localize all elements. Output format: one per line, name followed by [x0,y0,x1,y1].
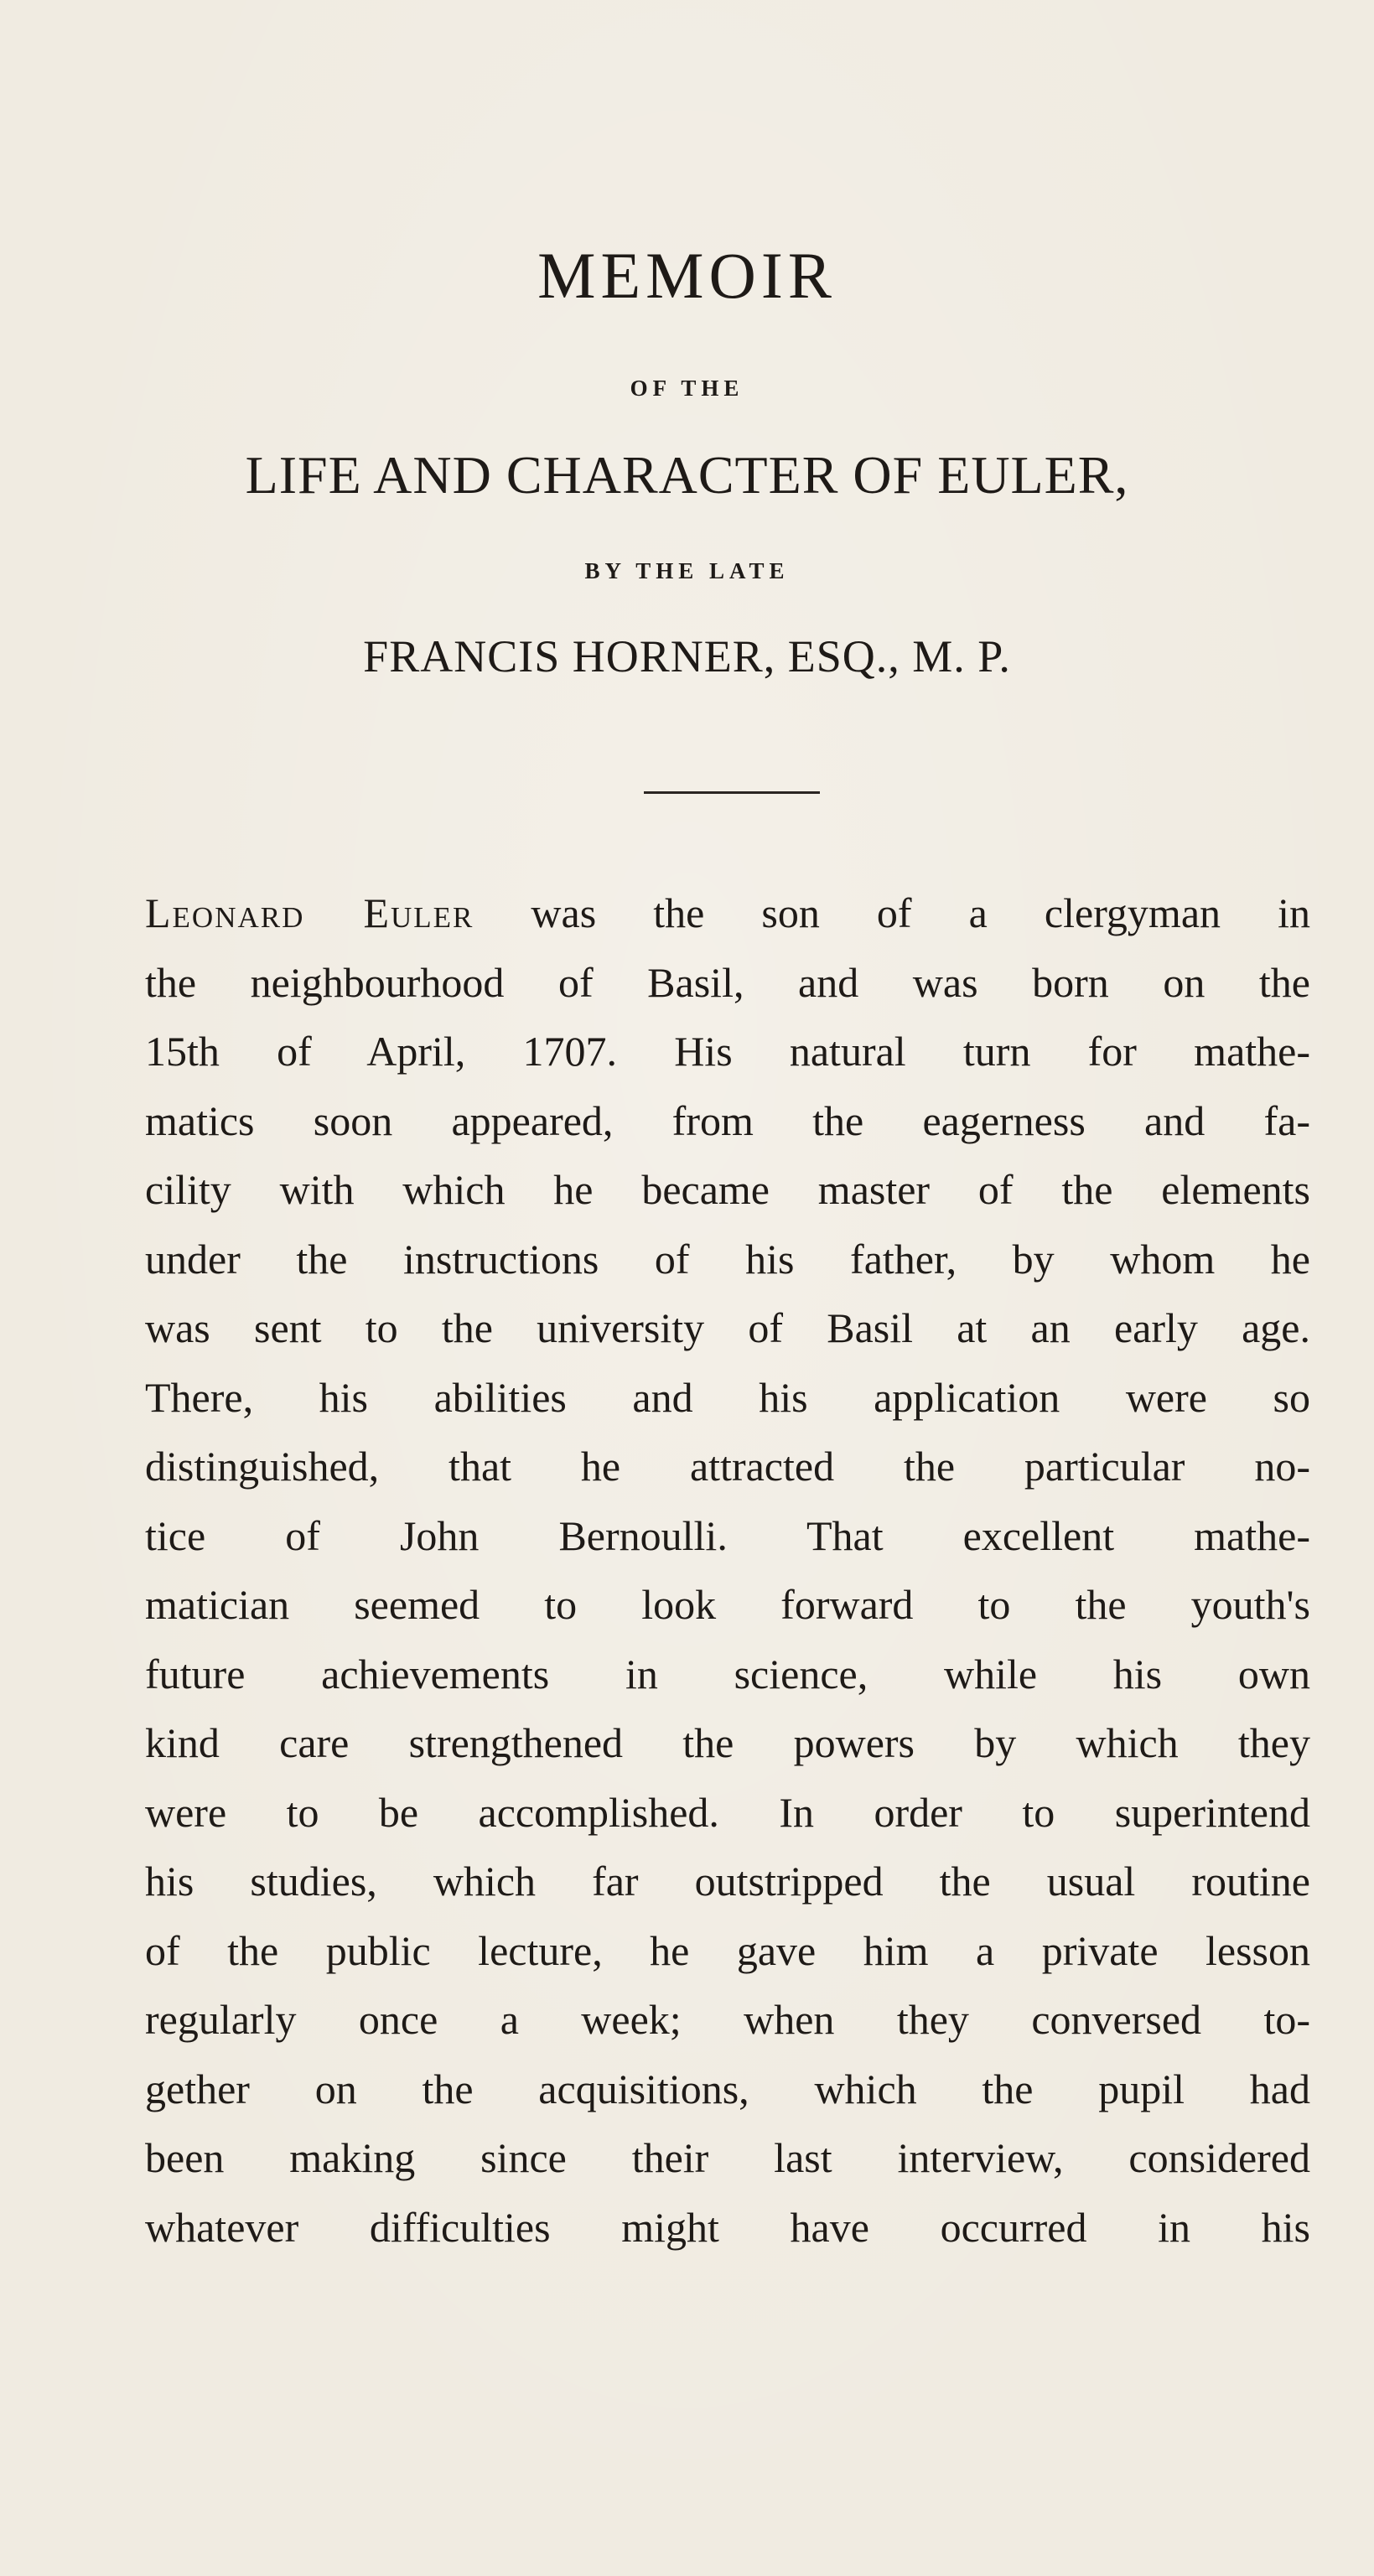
name-small-caps: Leonard Euler [145,889,474,936]
text-line: There, his abilities and his application were so [145,1373,1310,1421]
text-line: under the instructions of his father, by whom he [145,1235,1310,1283]
text-line: cility with which he became master of the elements [145,1166,1310,1213]
text-line: future achievements in science, while his own [145,1650,1310,1697]
text-line: of the public lecture, he gave him a private lesson [145,1926,1310,1974]
text-line: 15th of April, 1707. His natural turn for mathe- [145,1028,1310,1075]
text-line: his studies, which far outstripped the usual routine [145,1858,1310,1905]
text-line: were to be accomplished. In order to superintend [145,1788,1310,1836]
text-line: matics soon appeared, from the eagerness and fa- [145,1096,1310,1144]
author-name: FRANCIS HORNER, ESQ., M. P. [363,631,1011,682]
text-line: kind care strengthened the powers by which they [145,1719,1310,1766]
text-line: was sent to the university of Basil at an early age. [145,1304,1310,1351]
text-line: the neighbourhood of Basil, and was born on the [145,958,1310,1006]
of-the-line: OF THE [630,376,744,401]
text-line: matician seemed to look forward to the youth's [145,1581,1310,1628]
text-line: regularly once a week; when they conversed to- [145,1996,1310,2043]
text-line: tice of John Bernoulli. That excellent mathe- [145,1511,1310,1559]
text-line: been making since their last interview, considered [145,2134,1310,2181]
subject-title: LIFE AND CHARACTER OF EULER, [245,445,1129,505]
line-text: was the son of a clergyman in [474,889,1310,936]
text-line: gether on the acquisitions, which the pupil had [145,2065,1310,2112]
body-text [145,879,1310,2262]
text-line: distinguished, that he attracted the particular no- [145,1443,1310,1490]
text-line [145,879,1310,948]
section-divider [644,791,820,794]
by-the-late-line: BY THE LATE [584,558,790,583]
text-line: whatever difficulties might have occurred in his [145,2203,1310,2251]
page-title: MEMOIR [537,239,837,312]
